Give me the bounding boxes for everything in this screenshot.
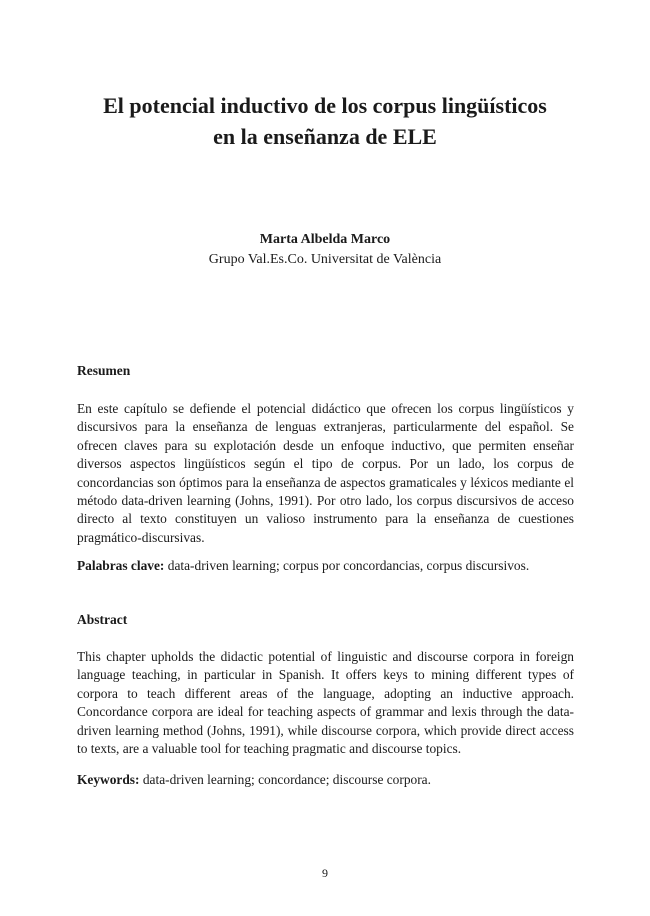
author-affiliation: Grupo Val.Es.Co. Universitat de València — [208, 252, 442, 267]
abstract-keywords-text: data-driven learning; concordance; discourse corpora. — [139, 772, 431, 787]
title-line-1: El potencial inductivo de los corpus lingüísticos — [103, 93, 547, 118]
page-number: 9 — [322, 866, 328, 880]
title-line-2: en la enseñanza de ELE — [213, 124, 437, 149]
abstract-body: This chapter upholds the didactic potential of linguistic and discourse corpora in foreign language teaching, in particular in Spanish. It offers keys to mining different types of corpora to teach different areas of the language, adopting an inductive approach. Concordance corpora are ideal for teaching aspects of grammar and lexis through the data-driven learning method (Johns, 1991), while discourse corpora, which provide direct access to texts, are a valuable tool for teaching pragmatic and discourse topics. — [77, 649, 574, 757]
resumen-body: En este capítulo se defiende el potencial didáctico que ofrecen los corpus lingüísticos y discursivos para la enseñanza de lenguas extranjeras, particularmente del español. Se ofrecen claves para su explotación desde un enfoque inductivo, que permiten enseñar diversos aspectos lingüísticos según el tipo de corpus. Por un lado, los corpus de concordancias son óptimos para la enseñanza de aspectos gramaticales y léxicos mediante el método data-driven learning (Johns, 1991). Por otro lado, los corpus discursivos de acceso directo al texto constituyen un valioso instrumento para la enseñanza de cuestiones pragmático-discursivas. — [77, 401, 574, 545]
chapter-title — [40, 90, 610, 152]
abstract-heading: Abstract — [77, 612, 128, 627]
resumen-keywords-label: Palabras clave: — [77, 558, 165, 573]
author-name: Marta Albelda Marco — [259, 232, 391, 247]
abstract-keywords — [77, 772, 577, 788]
resumen-keywords — [77, 558, 577, 574]
abstract-keywords-label: Keywords: — [77, 772, 140, 787]
resumen-keywords-text: data-driven learning; corpus por concordancias, corpus discursivos. — [164, 558, 530, 573]
resumen-heading: Resumen — [77, 363, 131, 378]
